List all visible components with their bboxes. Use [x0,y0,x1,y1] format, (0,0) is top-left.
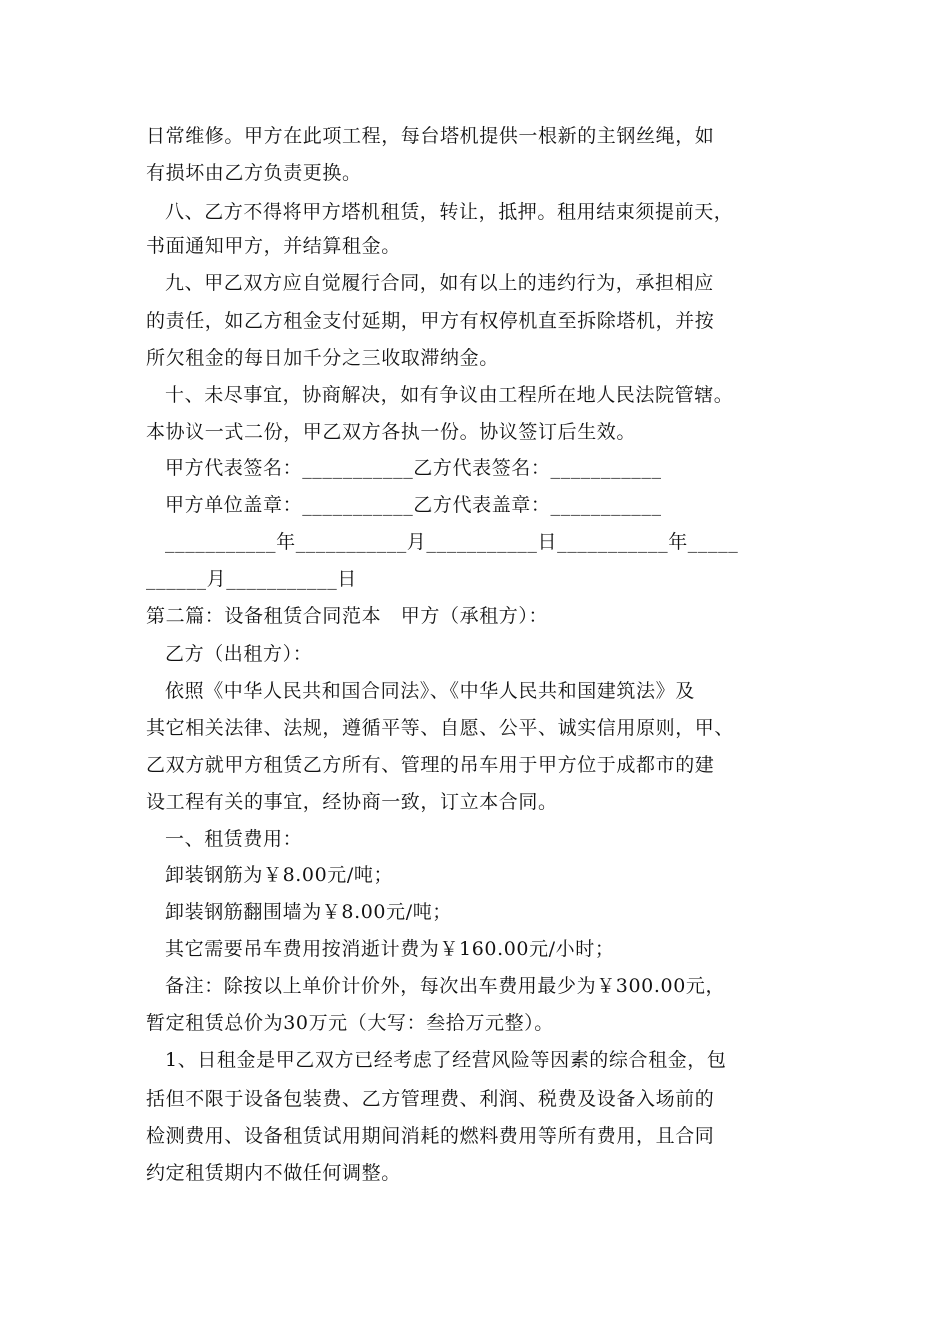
fee-item: 卸装钢筋为￥8.00元/吨； [165,864,394,886]
text-line: 日常维修。甲方在此项工程，每台塔机提供一根新的主钢丝绳，如 [146,125,715,147]
text-line: 其它相关法律、法规，遵循平等、自愿、公平、诚实信用原则，甲、 [146,717,735,739]
text-line: 所欠租金的每日加千分之三收取滞纳金。 [146,347,499,369]
text-line: 乙方（出租方）： [165,643,313,665]
text-line: 括但不限于设备包装费、乙方管理费、利润、税费及设备入场前的 [146,1088,715,1110]
text-line: 书面通知甲方，并结算租金。 [146,235,401,257]
text-line: 依照《中华人民共和国合同法》、《中华人民共和国建筑法》及 [165,680,695,702]
fee-item: 卸装钢筋翻围墙为￥8.00元/吨； [165,901,452,923]
clause-heading: 一、租赁费用： [165,828,303,850]
text-line: 九、甲乙双方应自觉履行合同，如有以上的违约行为，承担相应 [165,272,714,294]
text-line: 本协议一式二份，甲乙双方各执一份。协议签订后生效。 [146,421,637,443]
text-line: 1、日租金是甲乙双方已经考虑了经营风险等因素的综合租金，包 [165,1049,727,1071]
text-line: 设工程有关的事宜，经协商一致，订立本合同。 [146,791,558,813]
text-line: 八、乙方不得将甲方塔机租赁，转让，抵押。租用结束须提前天， [165,201,734,223]
text-line: 乙双方就甲方租赁乙方所有、管理的吊车用于甲方位于成都市的建 [146,754,715,776]
text-line: 十、未尽事宜，协商解决，如有争议由工程所在地人民法院管辖。 [165,384,734,406]
text-line: 检测费用、设备租赁试用期间消耗的燃料费用等所有费用，且合同 [146,1125,715,1147]
text-line: 暂定租赁总价为30万元（大写：叁拾万元整）。 [146,1012,554,1034]
text-line: 的责任，如乙方租金支付延期，甲方有权停机直至拆除塔机，并按 [146,310,715,332]
fee-item: 其它需要吊车费用按消逝计费为￥160.00元/小时； [165,938,615,960]
section-heading: 第二篇：设备租赁合同范本 甲方（承租方）： [146,605,549,627]
date-line: ___________年___________月___________日___________年_____ [165,531,739,553]
signature-line: 甲方代表签名：___________乙方代表签名：___________ [165,457,662,479]
date-line: ______月___________日 [146,568,357,590]
text-line: 备注：除按以上单价计价外，每次出车费用最少为￥300.00元， [165,975,726,997]
text-line: 约定租赁期内不做任何调整。 [146,1162,401,1184]
text-line: 有损坏由乙方负责更换。 [146,162,362,184]
seal-line: 甲方单位盖章：___________乙方代表盖章：___________ [165,494,662,516]
